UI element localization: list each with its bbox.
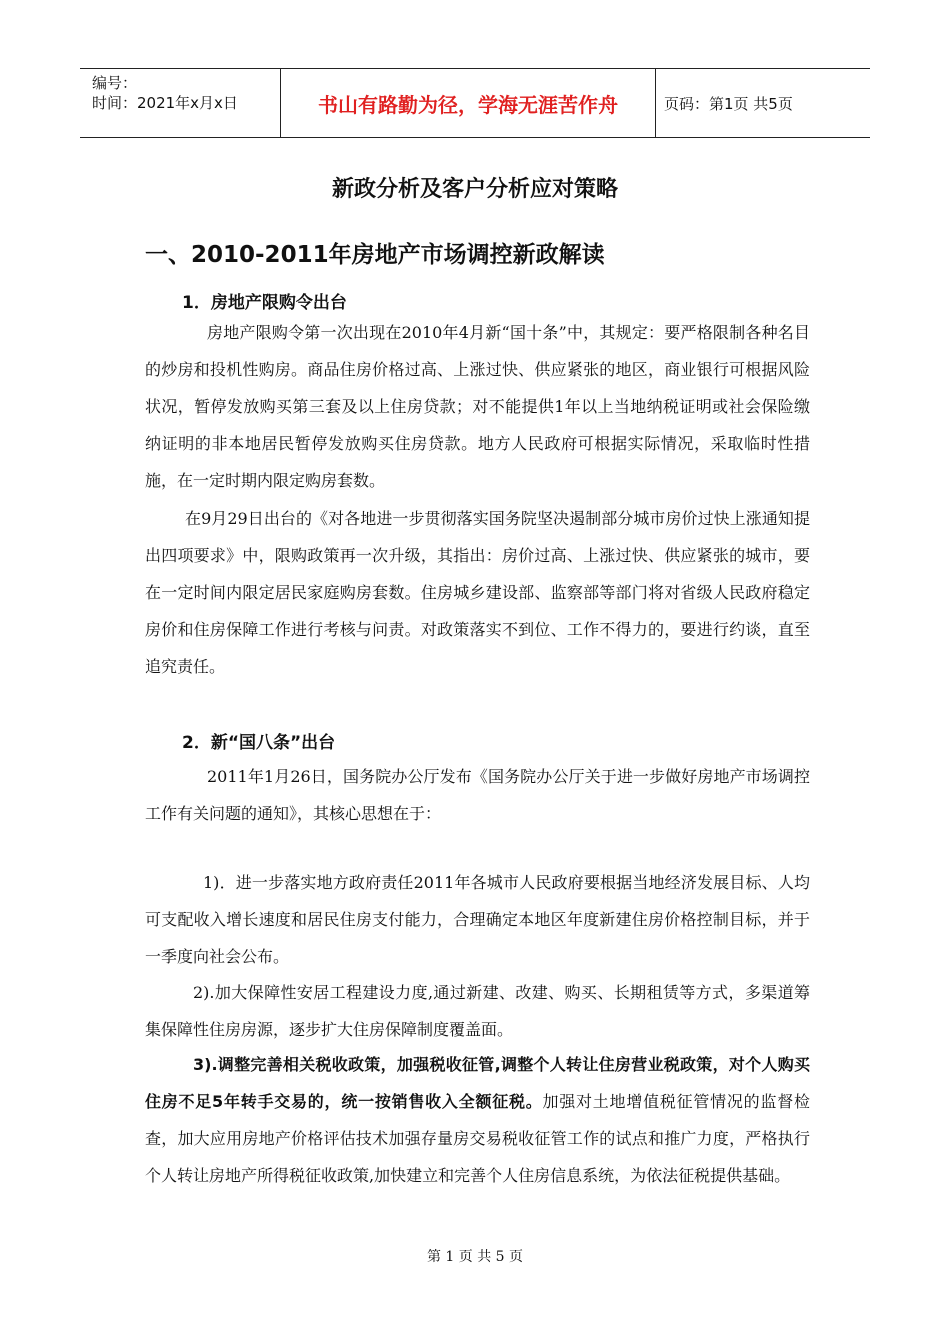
header-page-code: 页码：第1页 共5页 — [664, 94, 793, 113]
section-heading-1: 一、2010-2011年房地产市场调控新政解读 — [145, 242, 605, 268]
list-item-3-emphasis: 3).调整完善相关税收政策，加强税收征管,调整个人转让住房营业税政策，对个人购买住房不足5年转手交易的，统一按销售收入全额征税。 — [145, 1055, 810, 1111]
document-date-label: 时间：2021年x月x日 — [92, 94, 238, 112]
paragraph-new-eight-articles: 2011年1月26日，国务院办公厅发布《国务院办公厅关于进一步做好房地产市场调控工作有关问题的通知》，其核心思想在于： — [145, 767, 810, 823]
subsection-heading-2: 2．新“国八条”出台 — [182, 733, 336, 753]
list-item-2: 2).加大保障性安居工程建设力度,通过新建、改建、购买、长期租赁等方式，多渠道筹集保障性住房房源，逐步扩大住房保障制度覆盖面。 — [145, 983, 810, 1039]
document-number-label: 编号： — [92, 74, 138, 92]
page-footer: 第 1 页 共 5 页 — [426, 1249, 524, 1265]
list-item-3-body: 加强对土地增值税征管情况的监督检查，加大应用房地产价格评估技术加强存量房交易税收征管工作的试点和推广力度，严格执行个人转让房地产所得税征收政策,加快建立和完善个人住房信息系统，为依法征税提供基础。 — [145, 1092, 810, 1185]
header-meta — [80, 69, 280, 137]
header-motto: 书山有路勤为径，学海无涯苦作舟 — [280, 69, 656, 137]
list-item-1: 1)．进一步落实地方政府责任2011年各城市人民政府要根据当地经济发展目标、人均可支配收入增长速度和居民住房支付能力，合理确定本地区年度新建住房价格控制目标，并于一季度向社会公布。 — [145, 873, 810, 966]
document-title: 新政分析及客户分析应对策略 — [331, 177, 618, 202]
paragraph-purchase-limit-2: 在9月29日出台的《对各地进一步贯彻落实国务院坚决遏制部分城市房价过快上涨通知提出四项要求》中，限购政策再一次升级，其指出：房价过高、上涨过快、供应紧张的城市，要在一定时间内限定居民家庭购房套数。住房城乡建设部、监察部等部门将对省级人民政府稳定房价和住房保障工作进行考核与问责。对政策落实不到位、工作不得力的，要进行约谈，直至追究责任。 — [145, 509, 810, 676]
list-item-3 — [145, 1046, 810, 1194]
paragraph-purchase-limit-1: 房地产限购令第一次出现在2010年4月新“国十条”中，其规定：要严格限制各种名目的炒房和投机性购房。商品住房价格过高、上涨过快、供应紧张的地区，商业银行可根据风险状况，暂停发放购买第三套及以上住房贷款；对不能提供1年以上当地纳税证明或社会保险缴纳证明的非本地居民暂停发放购买住房贷款。地方人民政府可根据实际情况，采取临时性措施，在一定时期内限定购房套数。 — [145, 323, 810, 490]
document-header — [80, 68, 870, 138]
subsection-heading-1: 1．房地产限购令出台 — [182, 293, 347, 313]
